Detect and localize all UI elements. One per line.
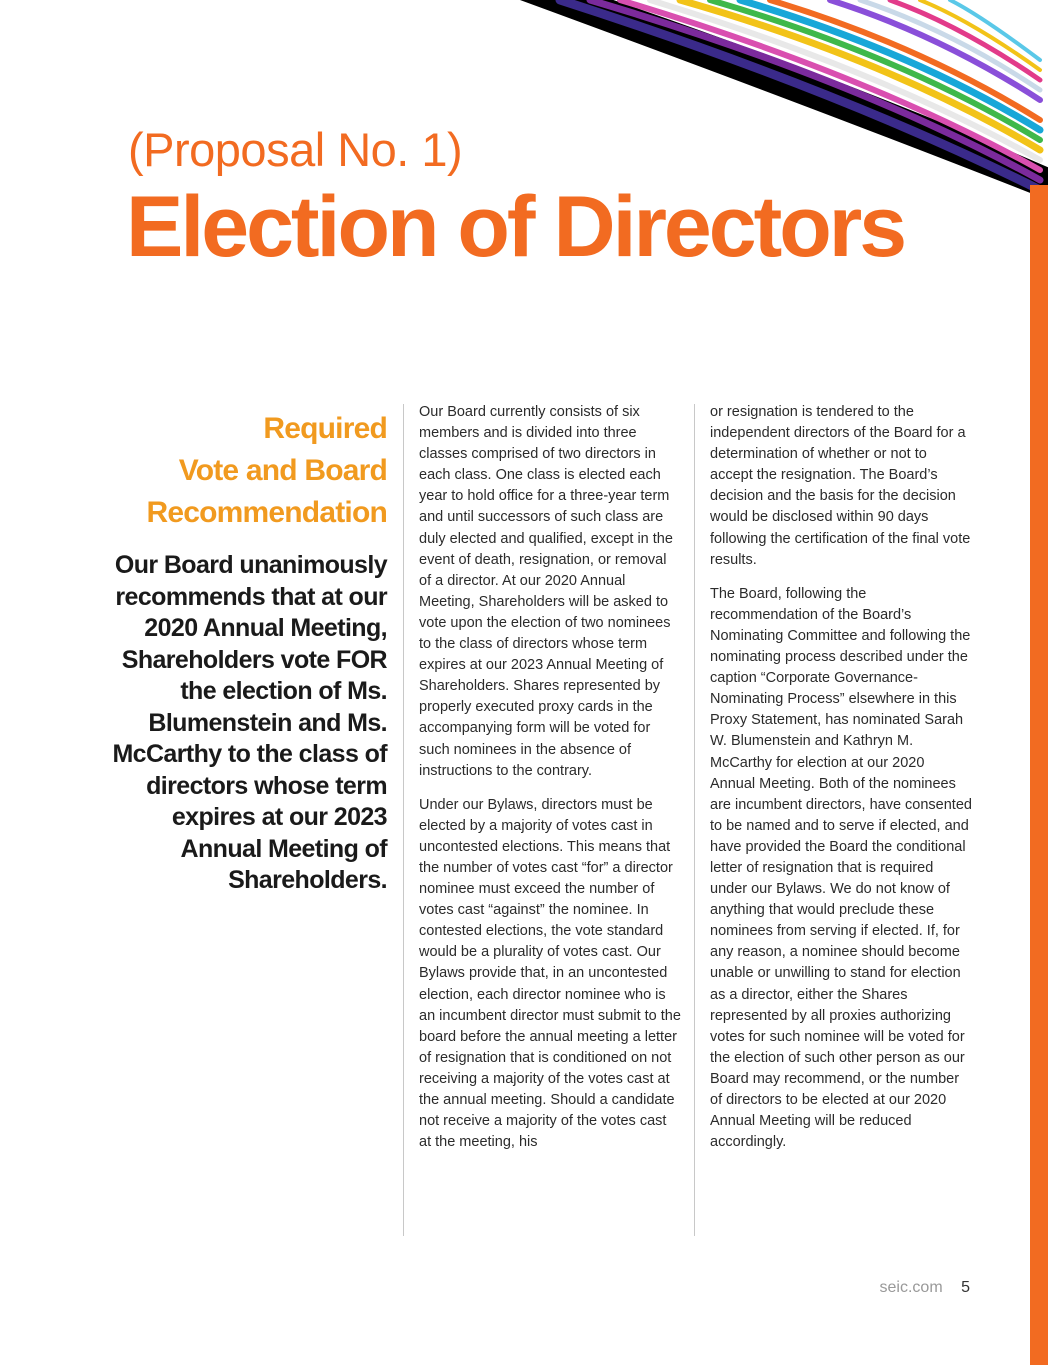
board-recommendation: Our Board unanimously recommends that at our 2020 Annual Meeting, Shareholders vote FOR the election of Ms. Blumenstein and Ms. McCarthy to the class of directors whose term expires at our 2023 Annual Meeting of Shareholders.	[112, 551, 387, 894]
column-divider	[694, 404, 695, 1236]
sidebar-callout	[110, 408, 387, 897]
column-divider	[403, 404, 404, 1236]
page-number: 5	[961, 1279, 970, 1296]
body-column-1	[419, 402, 681, 1166]
sidebar-heading-line: Recommendation	[146, 496, 387, 529]
sidebar-heading	[110, 408, 387, 534]
sidebar-heading-line: Required	[263, 412, 387, 445]
body-paragraph: The Board, following the recommendation of the Board’s Nominating Committee and following the nominating process described under the caption “Corporate Governance-Nominating Process” elsewhere in this Proxy Statement, has nominated Sarah W. Blumenstein and Kathryn M. McCarthy for election at our 2020 Annual Meeting. Both of the nominees are incumbent directors, have consented to be named and to serve if elected, and have provided the Board the conditional letter of resignation that is required under our Bylaws. We do not know of anything that would preclude these nominees from serving if elected. If, for any reason, a nominee should become unable or unwilling to stand for election as a director, either the Shares represented by all proxies authorizing votes for such nominee will be voted for the election of such other person as our Board may recommend, or the number of directors to be elected at our 2020 Annual Meeting will be reduced accordingly.	[710, 585, 972, 1151]
body-paragraph: or resignation is tendered to the independent directors of the Board for a determination of whether or not to accept the resignation. The Board’s decision and the basis for the decision would be disclosed within 90 days following the certification of the final vote results.	[710, 404, 971, 568]
footer-site-link[interactable]: seic.com	[879, 1279, 943, 1296]
sidebar-heading-line: Vote and Board	[178, 454, 387, 487]
orange-edge-bar	[1030, 185, 1048, 1365]
proposal-label: (Proposal No. 1)	[128, 123, 463, 176]
body-paragraph: Our Board currently consists of six members and is divided into three classes comprised of two directors in each class. One class is elected each year to hold office for a three-year term and until successors of such class are duly elected and qualified, except in the event of death, resignation, or removal of a director. At our 2020 Annual Meeting, Shareholders will be asked to vote upon the election of two nominees to the class of directors whose term expires at our 2023 Annual Meeting of Shareholders. Shares represented by properly executed proxy cards in the accompanying form will be voted for such nominees in the absence of instructions to the contrary.	[419, 404, 673, 779]
body-column-2	[710, 402, 972, 1166]
body-paragraph: Under our Bylaws, directors must be elected by a majority of votes cast in uncontested elections. This means that the number of votes cast “for” a director nominee must exceed the number of votes cast “against” the nominee. In contested elections, the vote standard would be a plurality of votes cast. Our Bylaws provide that, in an uncontested election, each director nominee who is an incumbent director must submit to the board before the annual meeting a letter of resignation that is conditioned on not receiving a majority of the votes cast at the annual meeting. Should a candidate not receive a majority of the votes cast at the meeting, his	[419, 796, 681, 1151]
page-footer	[880, 1279, 970, 1297]
page-title: Election of Directors	[126, 179, 905, 275]
